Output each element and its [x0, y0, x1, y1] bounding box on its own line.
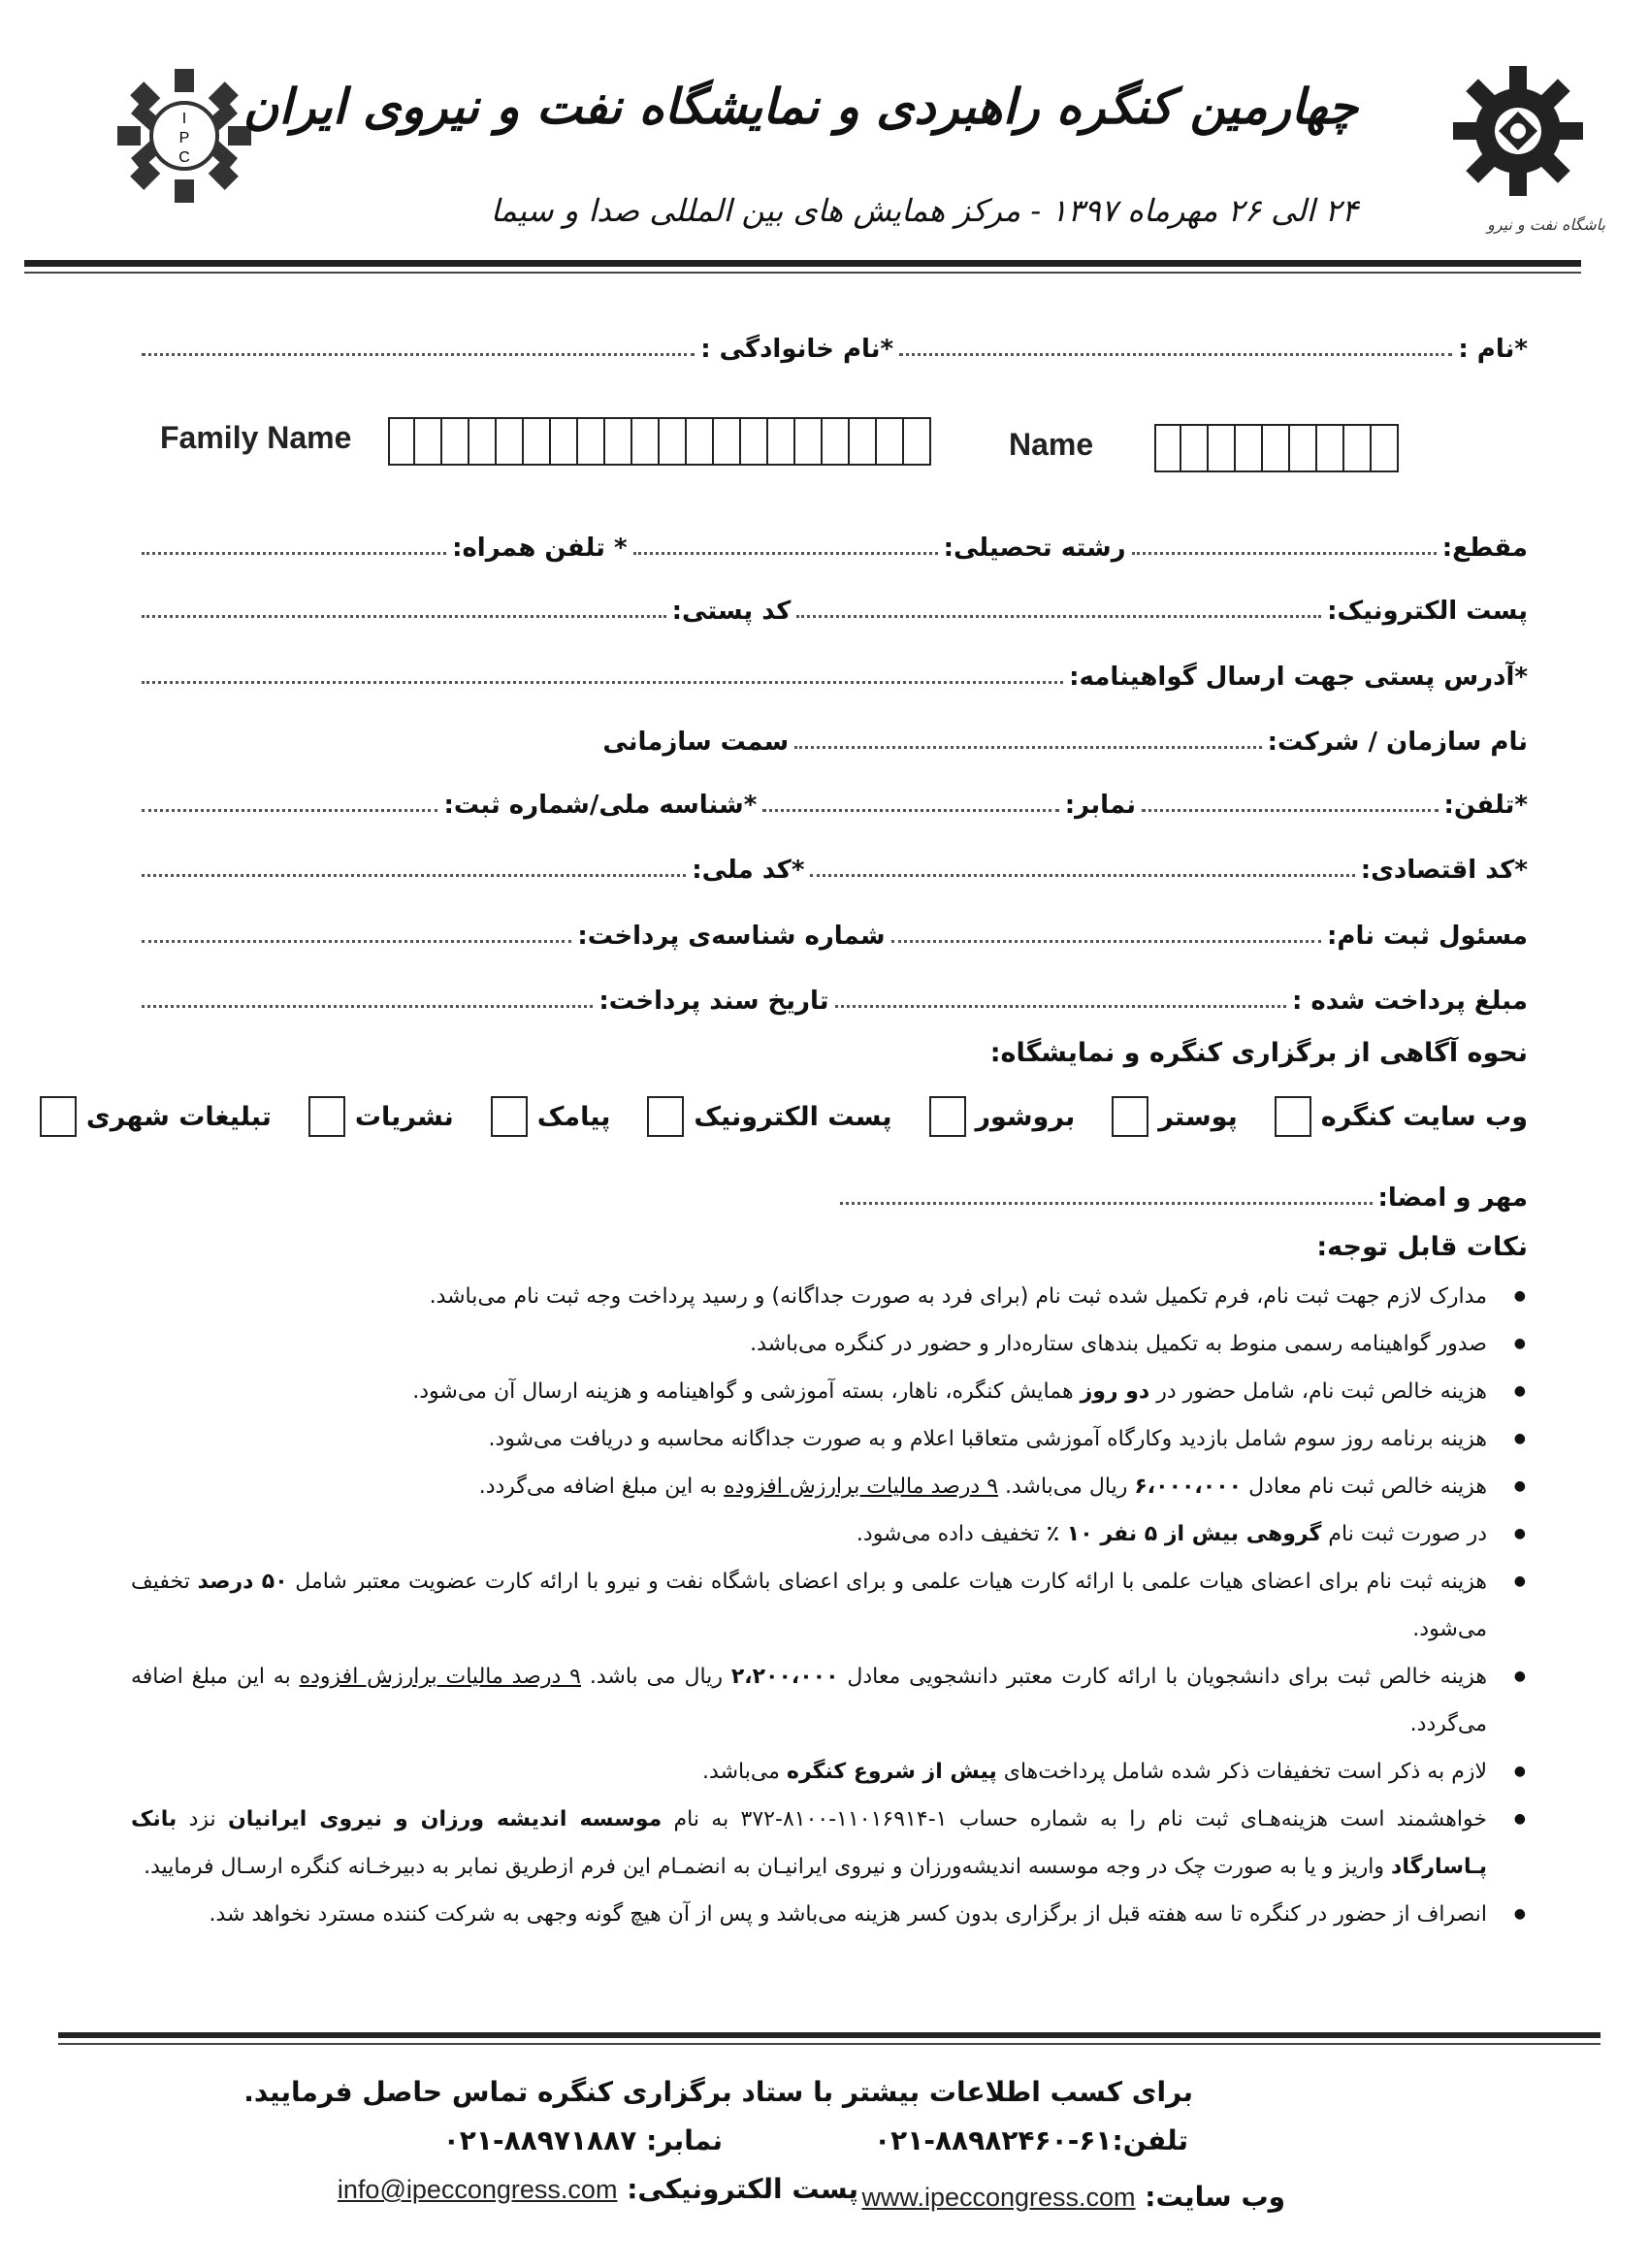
note-text: دو روز [1080, 1379, 1150, 1404]
note-text: ۶،۰۰۰،۰۰۰ [1134, 1474, 1243, 1499]
name-field[interactable] [899, 353, 1452, 356]
phone-row [136, 771, 1528, 820]
postal-label: کد پستی: [671, 597, 792, 626]
awareness-option[interactable]: تبلیغات شهری [40, 1096, 272, 1137]
contact-phone [874, 2124, 1188, 2156]
econ-row [136, 836, 1528, 885]
awareness-option[interactable]: بروشور [892, 1096, 1076, 1137]
note-text: تخفیف داده می‌شود. [856, 1522, 1047, 1546]
logo-letter-c: C [178, 149, 190, 166]
phone-field[interactable] [1142, 809, 1438, 812]
family-en-boxes[interactable] [388, 417, 931, 466]
fax-field[interactable] [762, 809, 1058, 812]
payment-row [136, 967, 1528, 1016]
awareness-title: نحوه آگاهی از برگزاری کنگره و نمایشگاه: [989, 1038, 1528, 1068]
registrar-field[interactable] [891, 940, 1321, 943]
education-row [136, 514, 1528, 563]
fax-value: ۸۸۹۷۱۸۸۷-۰۲۱ [442, 2124, 637, 2156]
note-text: صدور گواهینامه رسمی منوط به تکمیل بندهای ستاره‌دار و حضور در کنگره می‌باشد. [750, 1332, 1487, 1356]
logo-letter-p: P [178, 130, 190, 146]
note-item [131, 1320, 1487, 1368]
name-label: *نام : [1458, 335, 1528, 364]
contact-website [861, 2181, 1285, 2213]
note-text: تخفیف می‌شود. [131, 1570, 1487, 1641]
mobile-field[interactable] [142, 552, 446, 555]
paydate-field[interactable] [142, 1005, 593, 1008]
note-item [131, 1558, 1487, 1653]
family-en-label: Family Name [160, 420, 352, 455]
note-item [131, 1748, 1487, 1796]
note-text: به این مبلغ اضافه می‌گردد. [131, 1665, 1487, 1736]
note-text: ۲،۲۰۰،۰۰۰ [730, 1665, 839, 1689]
phone-label-footer: تلفن: [1112, 2124, 1188, 2156]
page-subtitle: ۲۴ الی ۲۶ مهرماه ۱۳۹۷ - مرکز همایش های بین المللی صدا و سیما [490, 192, 1358, 229]
note-text: هزینه برنامه روز سوم شامل بازدید وکارگاه آموزشی متعاقبا اعلام و به صورت جداگانه محاسبه و دریافت می‌شود. [488, 1427, 1487, 1451]
note-text: هزینه ثبت نام برای اعضای هیات علمی با ارائه کارت هیات علمی و برای اعضای باشگاه نفت و نیرو با ارائه کارت عضویت معتبر شامل [287, 1570, 1487, 1594]
checkbox[interactable] [491, 1096, 528, 1137]
note-text: به این مبلغ اضافه می‌گردد. [478, 1474, 725, 1499]
awareness-option[interactable]: پیامک [454, 1096, 611, 1137]
fax-label: نمابر: [1064, 791, 1137, 820]
note-text: در صورت ثبت نام [1321, 1522, 1487, 1546]
payid-field[interactable] [142, 940, 571, 943]
org-label: نام سازمان / شرکت: [1267, 728, 1528, 757]
postal-field[interactable] [142, 615, 666, 618]
email-label-footer: پست الکترونیکی: [627, 2173, 858, 2205]
checkbox[interactable] [929, 1096, 966, 1137]
footer-divider [58, 2032, 1600, 2038]
econ-label: *کد اقتصادی: [1360, 856, 1528, 885]
note-text: همایش کنگره، ناهار، بسته آموزشی و گواهینامه و هزینه ارسال آن می‌شود. [412, 1379, 1081, 1404]
note-text: هزینه خالص ثبت برای دانشجویان با ارائه کارت معتبر دانشجویی معادل [838, 1665, 1487, 1689]
header-divider-thin [24, 272, 1581, 274]
registrar-label: مسئول ثبت نام: [1326, 922, 1528, 951]
notes-title: نکات قابل توجه: [1316, 1232, 1528, 1262]
note-text: هزینه خالص ثبت نام، شامل حضور در [1149, 1379, 1487, 1404]
awareness-options [40, 1096, 1528, 1137]
logo-letter-i: I [181, 111, 187, 127]
header-divider [24, 260, 1581, 267]
family-label: *نام خانوادگی : [700, 335, 894, 364]
checkbox[interactable] [1275, 1096, 1311, 1137]
checkbox[interactable] [308, 1096, 345, 1137]
website-label: وب سایت: [1145, 2181, 1285, 2213]
note-item [131, 1891, 1487, 1938]
note-item [131, 1368, 1487, 1415]
note-text: بانک پـاسارگاد [131, 1807, 1487, 1879]
checkbox[interactable] [647, 1096, 684, 1137]
email-row [136, 577, 1528, 626]
econ-field[interactable] [810, 874, 1354, 877]
payid-label: شماره شناسه‌ی پرداخت: [577, 922, 886, 951]
stamp-label: مهر و امضا: [1377, 1183, 1528, 1213]
note-text: می‌باشد. [702, 1760, 787, 1784]
note-text: ۹ درصد مالیات برارزش افزوده [299, 1665, 581, 1689]
fax-label-footer: نمابر: [646, 2124, 723, 2156]
club-text: باشگاه نفت و نیرو [1487, 215, 1605, 234]
note-text: موسسه اندیشه ورزان و نیروی ایرانیان [228, 1807, 663, 1831]
study-field[interactable] [633, 552, 938, 555]
name-row [136, 315, 1528, 364]
note-item [131, 1273, 1487, 1320]
family-field[interactable] [142, 353, 695, 356]
note-text: هزینه خالص ثبت نام معادل [1242, 1474, 1487, 1499]
gear-logo-icon [1445, 58, 1591, 204]
stamp-field[interactable] [840, 1202, 1373, 1205]
website-link[interactable]: www.ipeccongress.com [861, 2183, 1136, 2212]
stamp-row [834, 1164, 1528, 1213]
amount-label: مبلغ پرداخت شده : [1291, 987, 1528, 1016]
phone-label: *تلفن: [1443, 791, 1528, 820]
amount-field[interactable] [835, 1005, 1286, 1008]
email-label: پست الکترونیک: [1327, 597, 1528, 626]
note-item [131, 1653, 1487, 1748]
awareness-option[interactable]: نشریات [272, 1096, 454, 1137]
note-text: ۵۰ درصد [197, 1570, 288, 1594]
note-item [131, 1415, 1487, 1463]
phone-value: ۶۱-۸۸۹۸۲۴۶۰-۰۲۱ [874, 2124, 1113, 2156]
awareness-option[interactable]: وب سایت کنگره [1238, 1096, 1528, 1137]
note-item [131, 1510, 1487, 1558]
organization-row [136, 708, 1528, 757]
contact-heading: برای کسب اطلاعات بیشتر با ستاد برگزاری کنگره تماس حاصل فرمایید. [243, 2076, 1193, 2108]
notes-list [131, 1273, 1518, 1938]
note-text: ۹ درصد مالیات برارزش افزوده [724, 1474, 999, 1499]
note-text: گروهی بیش از ۵ نفر ۱۰ ٪ [1046, 1522, 1322, 1546]
awareness-option[interactable]: پست الکترونیک [610, 1096, 891, 1137]
note-text: پیش از شروع کنگره [786, 1760, 997, 1784]
note-text: خواهشمند است هزینه‌هـای ثبت نام را به شماره حساب ۱-۱۱۰۱۶۹۱۴-۸۱۰۰-۳۷۲ به نام [662, 1807, 1487, 1831]
note-text: ریال می باشد. [580, 1665, 731, 1689]
email-link[interactable]: info@ipeccongress.com [337, 2175, 618, 2204]
awareness-option[interactable]: پوستر [1075, 1096, 1237, 1137]
paydate-label: تاریخ سند پرداخت: [598, 987, 829, 1016]
org-field[interactable] [794, 746, 1261, 749]
name-en-boxes[interactable] [1154, 424, 1399, 472]
natcode-label: *کد ملی: [692, 856, 805, 885]
footer-divider-thin [58, 2043, 1600, 2045]
degree-label: مقطع: [1441, 534, 1528, 563]
position-label: سمت سازمانی [602, 728, 790, 757]
address-label: *آدرس پستی جهت ارسال گواهینامه: [1069, 663, 1528, 692]
nationalid-label: *شناسه ملی/شماره ثبت: [443, 791, 758, 820]
note-item [131, 1796, 1487, 1891]
note-text: انصراف از حضور در کنگره تا سه هفته قبل از برگزاری بدون کسر هزینه می‌باشد و پس از آن هیچ گونه وجهی به شرکت کننده مسترد نخواهد شد. [209, 1902, 1487, 1927]
contact-fax [443, 2124, 723, 2156]
note-text: واریز و یا به صورت چک در وجه موسسه اندیشه‌ورزان و نیروی ایرانیـان به انضمـام این فرم ازطریق نمابر به دبیرخـانه کنگره ارسـال فرمایید. [144, 1855, 1392, 1879]
name-en-label: Name [1009, 427, 1094, 462]
checkbox[interactable] [40, 1096, 77, 1137]
note-text: نزد [177, 1807, 228, 1831]
nationalid-field[interactable] [142, 809, 437, 812]
page-title: چهارمین کنگره راهبردی و نمایشگاه نفت و نیروی ایران [242, 78, 1358, 135]
degree-field[interactable] [1132, 552, 1437, 555]
field-label: رشته تحصیلی: [943, 534, 1126, 563]
mobile-label: * تلفن همراه: [452, 534, 628, 563]
note-item [131, 1463, 1487, 1510]
checkbox[interactable] [1112, 1096, 1148, 1137]
natcode-field[interactable] [142, 874, 686, 877]
note-text: مدارک لازم جهت ثبت نام، فرم تکمیل شده ثبت نام (برای فرد به صورت جداگانه) و رسید پرداخت وجه ثبت نام می‌باشد. [429, 1284, 1487, 1309]
registrar-row [136, 902, 1528, 951]
address-row [136, 643, 1528, 692]
note-text: ریال می‌باشد. [998, 1474, 1135, 1499]
email-field[interactable] [796, 615, 1321, 618]
address-field[interactable] [142, 681, 1063, 684]
contact-email [338, 2173, 858, 2205]
note-text: لازم به ذکر است تخفیفات ذکر شده شامل پرداخت‌های [996, 1760, 1487, 1784]
ipc-gear-logo-icon [112, 63, 257, 209]
